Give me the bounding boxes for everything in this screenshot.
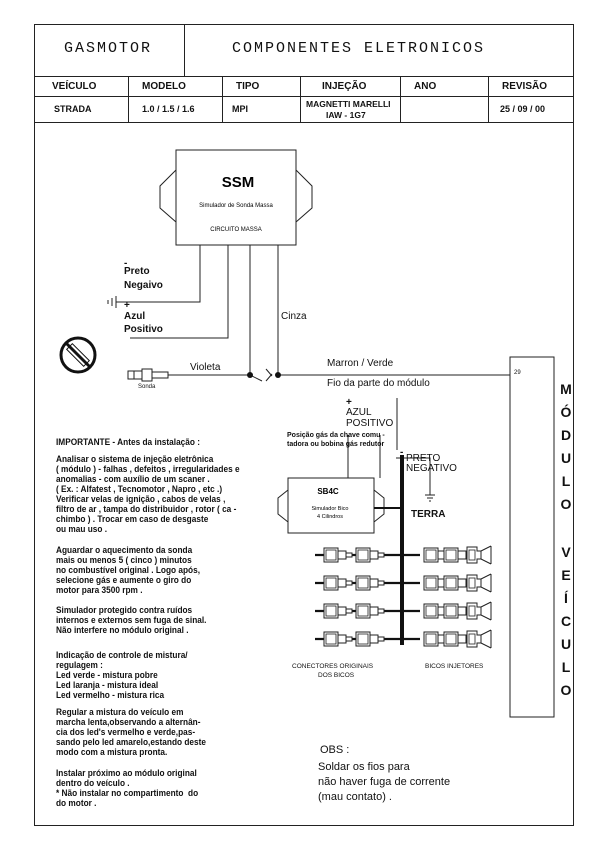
module-box [510, 357, 554, 717]
col-header-tipo: TIPO [236, 81, 260, 92]
value-injecao-line1: MAGNETTI MARELLI [306, 99, 391, 109]
ssm-title: SSM [221, 174, 255, 191]
connector-icon [324, 576, 352, 590]
no-smoking-icon [61, 338, 95, 372]
instruction-instalar: Instalar próximo ao módulo original dentro do veículo . * Não instalar no compartimento do do motor . [56, 768, 199, 808]
wire-label-negaivo: Negaivo [124, 280, 163, 291]
connector-icon [356, 604, 384, 618]
connector-icon [356, 548, 384, 562]
negative-label-line2: NEGATIVO [406, 463, 457, 474]
module-pin-label: 29 [514, 370, 521, 376]
ssm-subtitle: Simulador de Sonda Massa [199, 203, 273, 209]
col-header-injecao: INJEÇÃO [322, 81, 367, 92]
injector-icon [467, 574, 491, 592]
value-injecao-line2: IAW - 1G7 [326, 110, 366, 120]
side-letter: E [561, 567, 571, 583]
negative-label-line1: PRETO [406, 453, 441, 464]
wire-label-fio-modulo: Fio da parte do módulo [327, 378, 430, 389]
module-side-text-veiculo [556, 541, 576, 702]
sensor-label: Sonda [138, 384, 156, 390]
value-revisao: 25 / 09 / 00 [500, 104, 546, 114]
side-letter: O [560, 496, 572, 512]
page-title: COMPONENTES ELETRONICOS [232, 40, 486, 57]
splice-dot-right [275, 372, 281, 378]
sb4c-module [278, 478, 384, 533]
wire-label-marron-verde: Marron / Verde [327, 358, 394, 369]
side-letter: D [560, 427, 572, 443]
wire-label-violeta: Violeta [190, 362, 221, 373]
positive-label-line1: AZUL [346, 407, 372, 418]
injector-icon [467, 602, 491, 620]
sb4c-title: SB4C [317, 487, 339, 496]
side-letter: Í [564, 590, 568, 606]
wire-label-cinza: Cinza [281, 311, 307, 322]
side-letter: M [560, 381, 572, 397]
sb4c-line2: 4 Cilindros [317, 514, 343, 520]
wire-label-plus-1: + [124, 300, 130, 311]
side-letter: O [560, 682, 572, 698]
instruction-simulador: Simulador protegido contra ruídos internos e externos sem fuga de sinal. Não interfere no módulo original . [56, 605, 207, 635]
connector-icon [356, 632, 384, 646]
connectors-original-label-1: CONECTORES ORIGINAIS [292, 663, 374, 670]
plus-label-2: + [346, 397, 352, 408]
side-letter: U [560, 636, 572, 652]
col-header-revisao: REVISÃO [502, 81, 548, 92]
switch-note-line2: tadora ou bobina gás redutor [287, 441, 385, 448]
col-header-ano: ANO [414, 81, 437, 92]
connector-icon [324, 604, 352, 618]
ssm-module [160, 150, 312, 245]
instruction-regular: Regular a mistura do veículo em marcha lenta,observando a alternân- cia dos led's vermelho e verde,pas- sando pelo led amarelo,estando deste modo com a mistura pronta. [56, 707, 207, 757]
instruction-aguardar: Aguardar o aquecimento da sonda mais ou menos 5 ( cinco ) minutos no combustível original . Logo após, selecione gás e aumente o giro do motor para 3500 rpm . [56, 545, 200, 595]
value-tipo: MPI [232, 104, 249, 114]
wire-label-minus-1: - [124, 258, 128, 269]
switch-note-line1: Posição gás da chave comu - [287, 432, 385, 439]
value-veiculo: STRADA [54, 104, 92, 114]
ssm-circuit: CIRCUITO MASSA [210, 227, 262, 233]
module-side-text-modulo [556, 378, 576, 516]
side-letter: U [560, 450, 572, 466]
side-letter: L [561, 473, 571, 489]
wire-label-preto: Preto [124, 266, 150, 277]
col-header-veiculo: VEÍCULO [52, 81, 97, 92]
col-header-modelo: MODELO [142, 81, 186, 92]
connector-icon [324, 548, 352, 562]
injector-icon [467, 630, 491, 648]
wire-label-azul: Azul [124, 311, 146, 322]
instruction-indicacao: Indicação de controle de mistura/ regulagem : Led verde - mistura pobre Led laranja - mistura ideal Led vermelho - mistura rica [56, 650, 188, 700]
value-modelo: 1.0 / 1.5 / 1.6 [142, 104, 195, 114]
connectors-original-label-2: DOS BICOS [318, 672, 355, 679]
obs-title: OBS : [320, 744, 350, 756]
instruction-analisar: Analisar o sistema de injeção eletrônica ( módulo ) - falhas , defeitos , irregularidades e anomalias - com auxílio de um scaner . ( Ex. : Alfatest , Tecnomotor , Napro , etc .) Verificar velas de ignição , cabos de velas , filtro de ar , tampa do distribuidor , rotor ( ca - chimbo ) . Trocar em caso de desgaste ou mau uso . [56, 454, 240, 534]
ground-icon-2 [425, 495, 435, 501]
sb4c-line1: Simulador Bico [311, 506, 349, 512]
negative-label-minus: - [400, 447, 404, 458]
side-letter: Ó [560, 404, 572, 420]
injector-icon [467, 546, 491, 564]
brand-title: GASMOTOR [64, 40, 153, 57]
terra-label: TERRA [411, 509, 446, 520]
obs-text: Soldar os fios para não haver fuga de corrente (mau contato) . [318, 761, 451, 803]
wire-label-positivo: Positivo [124, 324, 163, 335]
instruction-important: IMPORTANTE - Antes da instalação : [56, 437, 201, 447]
connector-icon [324, 632, 352, 646]
oxygen-sensor-icon [128, 369, 176, 381]
side-letter: L [561, 659, 571, 675]
side-letter: V [561, 544, 571, 560]
connector-icon [356, 576, 384, 590]
side-letter: C [560, 613, 572, 629]
splice-dot-left [247, 372, 253, 378]
positive-label-line2: POSITIVO [346, 418, 394, 429]
injectors-label: BICOS INJETORES [425, 663, 484, 670]
